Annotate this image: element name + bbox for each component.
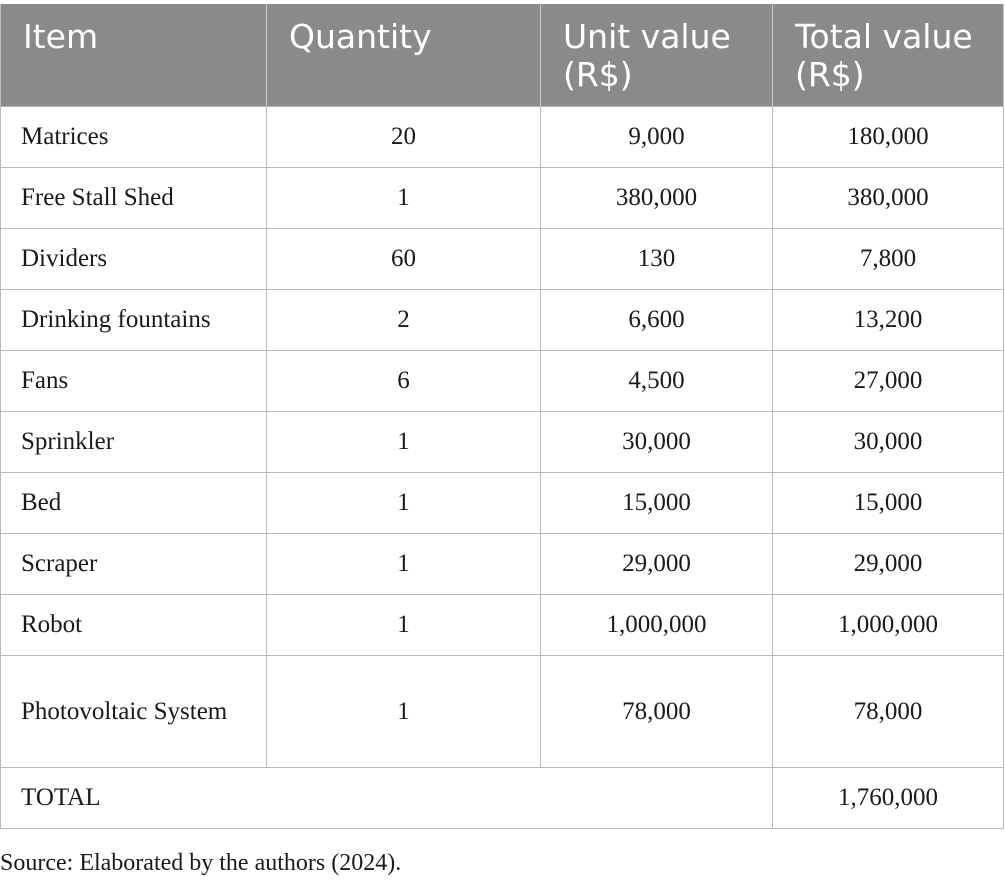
cell-unit-value: 4,500 [541, 351, 773, 412]
table-row [1, 534, 1004, 595]
cell-unit-value: 15,000 [541, 473, 773, 534]
cell-unit-value: 380,000 [541, 168, 773, 229]
table-row [1, 656, 1004, 768]
cell-item: Dividers [1, 229, 267, 290]
cell-quantity: 1 [267, 473, 541, 534]
cell-item: Bed [1, 473, 267, 534]
cell-unit-value: 9,000 [541, 107, 773, 168]
header-row [1, 4, 1004, 107]
cell-total-value: 7,800 [773, 229, 1004, 290]
table-row [1, 290, 1004, 351]
cell-total-value: 27,000 [773, 351, 1004, 412]
cell-total-value: 15,000 [773, 473, 1004, 534]
cell-total-value: 30,000 [773, 412, 1004, 473]
cell-unit-value: 1,000,000 [541, 595, 773, 656]
table-row [1, 595, 1004, 656]
cell-item: Photovoltaic System [1, 656, 267, 768]
cell-quantity: 1 [267, 168, 541, 229]
cell-unit-value: 6,600 [541, 290, 773, 351]
cell-total-value: 180,000 [773, 107, 1004, 168]
cost-table [0, 4, 1004, 829]
cell-quantity: 1 [267, 534, 541, 595]
cell-total-value: 380,000 [773, 168, 1004, 229]
cell-quantity: 20 [267, 107, 541, 168]
table-row [1, 351, 1004, 412]
table-row [1, 229, 1004, 290]
table-row [1, 412, 1004, 473]
cell-quantity: 2 [267, 290, 541, 351]
cell-item: Scraper [1, 534, 267, 595]
cell-total-value: 29,000 [773, 534, 1004, 595]
total-row [1, 768, 1004, 829]
total-value: 1,760,000 [773, 768, 1004, 829]
cell-item: Matrices [1, 107, 267, 168]
cell-unit-value: 29,000 [541, 534, 773, 595]
cell-total-value: 78,000 [773, 656, 1004, 768]
cell-quantity: 1 [267, 656, 541, 768]
cell-item: Robot [1, 595, 267, 656]
cell-unit-value: 130 [541, 229, 773, 290]
source-note: Source: Elaborated by the authors (2024). [0, 850, 402, 876]
cell-quantity: 6 [267, 351, 541, 412]
cell-total-value: 13,200 [773, 290, 1004, 351]
table-header [1, 4, 1004, 107]
cell-item: Drinking fountains [1, 290, 267, 351]
table-row [1, 473, 1004, 534]
cell-item: Sprinkler [1, 412, 267, 473]
cell-item: Fans [1, 351, 267, 412]
total-label: TOTAL [1, 768, 773, 829]
header-quantity: Quantity [267, 4, 541, 107]
cell-unit-value: 78,000 [541, 656, 773, 768]
table-body [1, 107, 1004, 829]
table-row [1, 107, 1004, 168]
header-unit-value: Unit value (R$) [541, 4, 773, 107]
cell-unit-value: 30,000 [541, 412, 773, 473]
cell-item: Free Stall Shed [1, 168, 267, 229]
cell-quantity: 1 [267, 412, 541, 473]
table-row [1, 168, 1004, 229]
header-total-value: Total value (R$) [773, 4, 1004, 107]
header-item: Item [1, 4, 267, 107]
cell-quantity: 60 [267, 229, 541, 290]
cell-quantity: 1 [267, 595, 541, 656]
cell-total-value: 1,000,000 [773, 595, 1004, 656]
